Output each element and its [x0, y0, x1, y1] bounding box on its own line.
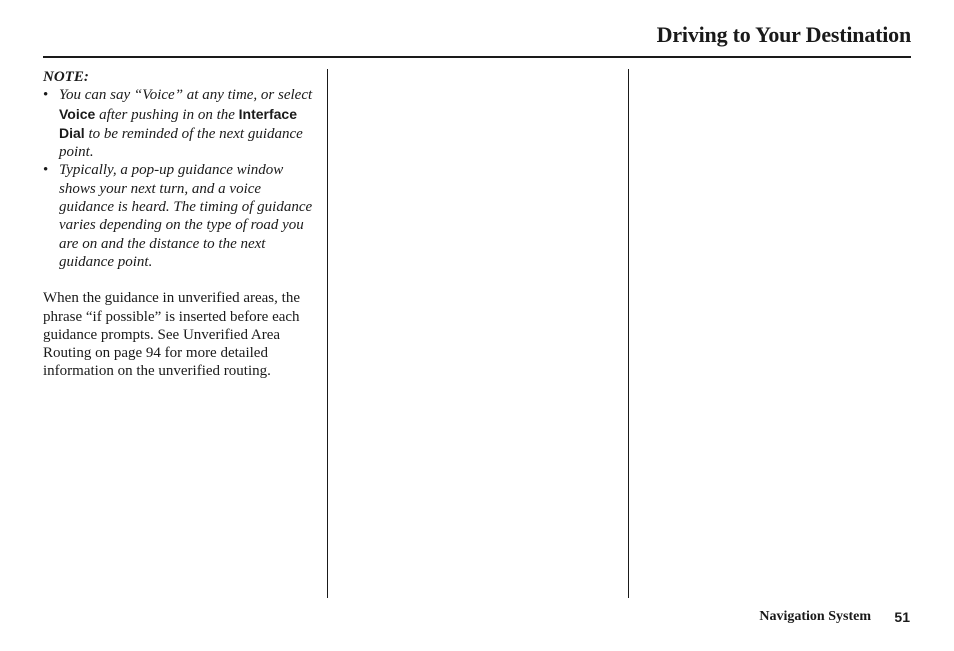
- note-bullet-guidance: • Typically, a pop-up guidance window shows your next turn, and a voice guidance is heard. The timing of guidance varies depending on the type of road you are on and the distance to the next guidance point.: [43, 161, 318, 271]
- page-number: 51: [894, 609, 910, 625]
- column-divider-right: [628, 69, 629, 598]
- left-column: [43, 68, 318, 381]
- voice-term: Voice: [59, 105, 96, 122]
- note-bullet-voice: [43, 86, 318, 161]
- note-heading: NOTE:: [43, 69, 89, 85]
- note-bullet-voice-text-c: to be reminded of the next guidance point.: [59, 125, 303, 161]
- footer-section-label: Navigation System: [759, 609, 871, 624]
- note-bullet-voice-text-a: You can say “Voice” at any time, or select: [59, 87, 313, 104]
- header-rule: [43, 56, 911, 58]
- column-divider-left: [327, 69, 328, 598]
- interface-dial-term: Interface Dial: [59, 105, 297, 141]
- page-title: Driving to Your Destination: [656, 22, 911, 47]
- note-bullet-voice-text-b: after pushing in on the: [95, 106, 239, 123]
- note-list: [43, 86, 318, 271]
- body-paragraph: When the guidance in unverified areas, the phrase “if possible” is inserted before each guidance prompts. See Unverified Area Routing on page 94 for more detailed information on the unverified routing.: [43, 290, 300, 380]
